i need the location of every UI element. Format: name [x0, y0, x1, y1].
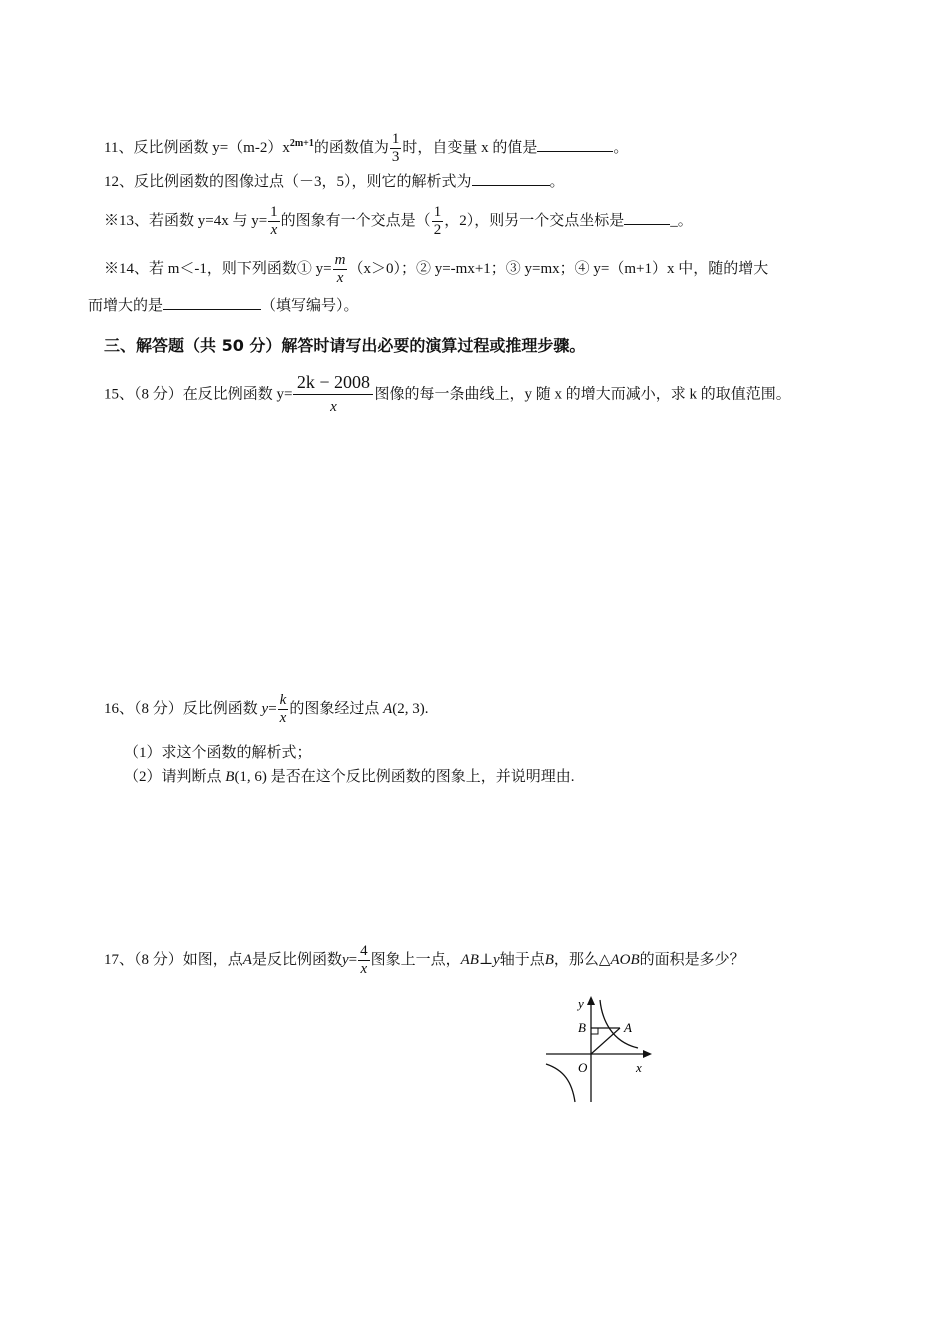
- q11-frac-den: 3: [391, 149, 400, 165]
- question-11: [104, 131, 628, 166]
- q16-end: .: [424, 700, 429, 717]
- q17-frac-num: 4: [360, 943, 368, 959]
- question-12: [104, 171, 565, 192]
- question-14: [104, 252, 768, 287]
- q14-frac-den: x: [336, 270, 344, 286]
- label-b: B: [578, 1020, 586, 1035]
- q16-eq: =: [268, 700, 277, 717]
- q11-answer-blank[interactable]: [537, 137, 613, 152]
- q16-point-b: B: [225, 769, 235, 785]
- section-3-heading: 三、解答题（共 50 分）解答时请写出必要的演算过程或推理步骤。: [104, 336, 586, 355]
- q17-y: y: [341, 951, 349, 968]
- q17-mid4: ，那么△: [553, 951, 611, 968]
- q13-middle: 的图象有一个交点是（: [280, 212, 431, 229]
- q12-answer-blank[interactable]: [472, 171, 550, 186]
- q11-middle: 的函数值为: [313, 139, 389, 156]
- q11-frac-num: 1: [391, 131, 400, 147]
- q17-eq: =: [348, 951, 358, 968]
- question-16: [104, 692, 429, 727]
- q11-suffix: 时，自变量 x 的值是: [402, 139, 538, 156]
- question-17: [104, 943, 745, 978]
- q15-prefix: 15、（8 分）在反比例函数 y=: [104, 386, 293, 403]
- q14-frac-num: m: [334, 252, 346, 268]
- q17-fraction: [358, 943, 370, 978]
- q14-fraction: [333, 252, 348, 287]
- q17-mid3: 轴于点: [499, 951, 545, 968]
- q14-line2a: 而增大的是: [88, 298, 164, 314]
- q13-middle2: ，2），则另一个交点坐标是: [444, 212, 625, 229]
- question-14-line2: [88, 295, 359, 316]
- q16-point-a: A: [383, 700, 393, 717]
- q17-mid2: 图象上一点，: [370, 951, 461, 968]
- q17-aob: AOB: [610, 951, 640, 968]
- label-a: A: [624, 1020, 632, 1035]
- q11-prefix: 11、反比例函数 y=（m-2）x: [104, 139, 290, 156]
- question-16-sub2: [124, 767, 574, 787]
- q12-text: 12、反比例函数的图像过点（－3，5），则它的解析式为: [104, 174, 472, 190]
- q11-fraction: [390, 131, 402, 166]
- q12-end: 。: [549, 174, 565, 190]
- label-y: y: [578, 996, 584, 1011]
- q14-line2b: （填写编号）。: [261, 298, 359, 314]
- q16-middle: 的图象经过点: [289, 700, 380, 717]
- q17-y2: y: [493, 951, 500, 968]
- q15-frac-num: 2k − 2008: [293, 374, 373, 395]
- right-angle-mark: [591, 1028, 598, 1034]
- q11-end: 。: [613, 139, 629, 156]
- q17-mid1: 是反比例函数: [251, 951, 342, 968]
- q16-frac-num: k: [279, 692, 287, 708]
- q13-end: _。: [670, 212, 693, 229]
- q17-a: A: [242, 951, 252, 968]
- q15-fraction: [293, 374, 373, 416]
- q15-suffix: 图像的每一条曲线上，y 随 x 的增大而减小，求 k 的取值范围。: [374, 386, 791, 403]
- q16-fraction: [278, 692, 289, 727]
- question-16-sub1: [124, 743, 312, 763]
- q13-pt-den: 2: [433, 222, 442, 238]
- q16-frac-den: x: [279, 710, 287, 726]
- hyperbola-branch-3: [546, 1064, 575, 1102]
- q14-rest: （x＞0）；② y=-mx+1；③ y=mx；④ y=（m+1）x 中，随的增大: [348, 260, 769, 277]
- q16-coords-b: (1, 6): [234, 769, 267, 785]
- question-13: [104, 204, 693, 239]
- q13-fraction: [268, 204, 280, 239]
- q17-frac-den: x: [360, 961, 368, 977]
- q13-pt-num: 1: [433, 204, 442, 220]
- q13-prefix: ※13、若函数 y=4x 与 y=: [104, 212, 268, 229]
- q16-y: y: [261, 700, 269, 717]
- q14-answer-blank[interactable]: [163, 295, 261, 310]
- q13-answer-blank[interactable]: [624, 210, 670, 225]
- x-axis-arrow: [643, 1050, 652, 1058]
- q16-prefix: 16、（8 分）反比例函数: [104, 700, 258, 717]
- y-axis-arrow: [587, 996, 595, 1005]
- q17-end: 的面积是多少？: [639, 951, 745, 968]
- hyperbola-figure: [540, 990, 660, 1110]
- q16-sub1: （1）求这个函数的解析式；: [124, 745, 312, 761]
- q11-exponent: 2m+1: [289, 137, 314, 149]
- question-15: [104, 374, 791, 416]
- q13-point-fraction: [432, 204, 444, 239]
- label-x: x: [636, 1060, 642, 1075]
- q17-b: B: [544, 951, 554, 968]
- q13-frac-den: x: [270, 222, 278, 238]
- q16-sub2b: 是否在这个反比例函数的图象上，并说明理由.: [270, 769, 575, 785]
- segment-oa: [591, 1028, 620, 1054]
- q17-ab: AB: [460, 951, 479, 968]
- q17-perp: ⊥: [478, 951, 494, 968]
- label-o: O: [578, 1060, 588, 1075]
- q16-sub2a: （2）请判断点: [124, 769, 222, 785]
- q14-prefix: ※14、若 m＜-1，则下列函数① y=: [104, 260, 332, 277]
- q16-coords-a: (2, 3): [392, 700, 425, 717]
- q17-prefix: 17、（8 分）如图，点: [104, 951, 243, 968]
- q13-frac-num: 1: [270, 204, 278, 220]
- q15-frac-den: x: [330, 399, 337, 415]
